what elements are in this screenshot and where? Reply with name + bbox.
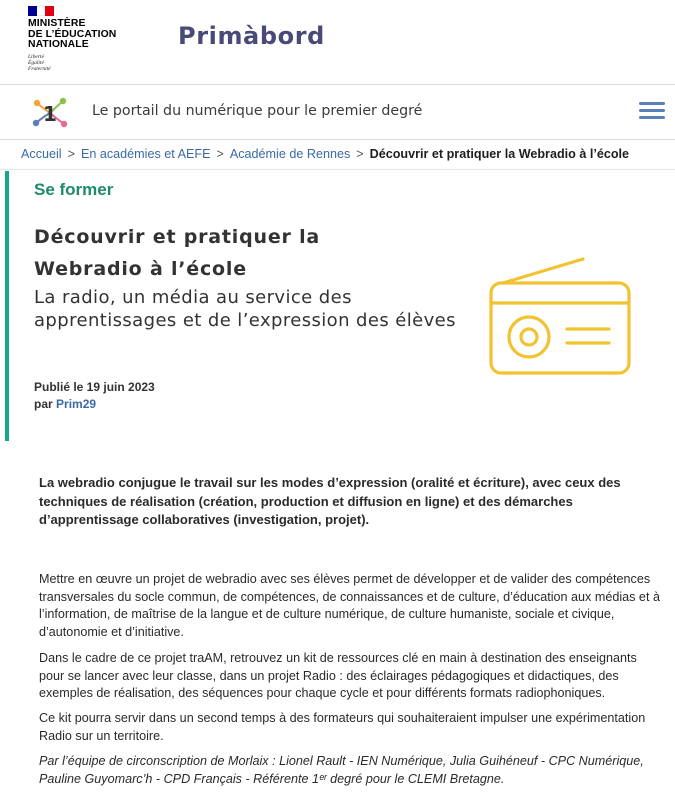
hamburger-icon[interactable] (639, 102, 665, 124)
breadcrumb-item-home[interactable]: Accueil (21, 147, 62, 161)
motto-line: Égalité (28, 59, 44, 66)
ministry-line: DE L’ÉDUCATION (28, 28, 117, 40)
breadcrumb-item-rennes[interactable]: Académie de Rennes (229, 147, 351, 161)
motto-line: Liberté (28, 53, 44, 60)
republic-motto (28, 54, 138, 72)
motto-line: Fraternité (28, 65, 51, 72)
author-link[interactable]: Prim29 (56, 397, 97, 411)
breadcrumb-item-academies[interactable]: En académies et AEFE (80, 147, 211, 161)
breadcrumb (0, 141, 675, 170)
svg-text:1: 1 (43, 102, 57, 126)
site-header (0, 0, 675, 84)
article-rubric[interactable]: Se former (34, 180, 114, 199)
breadcrumb-current: Découvrir et pratiquer la Webradio à l’école (369, 147, 630, 161)
radio-icon (485, 237, 635, 387)
ministry-name (28, 19, 138, 51)
accent-bar (5, 171, 9, 441)
portal-bar (0, 84, 675, 140)
article-lead: La webradio conjugue le travail sur les modes d’expression (oralité et écriture), avec ceux des techniques de réalisation (création, production et diffusion en ligne) et des démarches d’apprentissage collaboratives (investigation, projet). (39, 475, 621, 527)
article-hero (0, 171, 675, 441)
ministry-line: MINISTÈRE (28, 18, 86, 29)
article-title: Découvrir et pratiquer la Webradio à l’école (34, 226, 321, 280)
by-label: par (34, 397, 53, 411)
breadcrumb-separator: > (356, 147, 364, 161)
ministry-line: NATIONALE (28, 39, 89, 50)
article-subtitle: La radio, un média au service des apprentissages et de l’expression des élèves (34, 287, 456, 331)
article-paragraph: Dans le cadre de ce projet traAM, retrouvez un kit de ressources clé en main à destination des enseignants pour se lancer avec leur classe, dans un projet Radio : des éclairages pédagogiques et didactiques, des exemples de réalisation, des séquences pour chaque cycle et pour différents formats radiophoniques. (39, 651, 637, 700)
publication-date: Publié le 19 juin 2023 (34, 380, 155, 394)
breadcrumb-separator: > (216, 147, 224, 161)
portal-tagline: Le portail du numérique pour le premier degré (92, 103, 423, 119)
article-paragraph: Mettre en œuvre un projet de webradio avec ses élèves permet de développer et de valider des compétences transversales du socle commun, de compétences, de connaissances et de culture, d’éducation aux médias et à l’information, de maîtrise de la langue et de culture numérique, de culture humaniste, sociale et civique, d’autonomie et d’initiative. (39, 572, 660, 639)
french-flag-icon (28, 6, 54, 16)
article-credits: Par l’équipe de circonscription de Morlaix : Lionel Rault - IEN Numérique, Julia Guihéneuf - CPC Numérique, Pauline Guyomarc’h - CPD Français - Référente 1ᵉʳ degré pour le CLEMI Bretagne. (39, 754, 644, 786)
site-title-link[interactable]: Primàbord (178, 22, 325, 50)
publication-author-line (34, 396, 155, 413)
primabord-logo-icon[interactable] (30, 95, 70, 131)
breadcrumb-separator: > (67, 147, 75, 161)
article-paragraph: Ce kit pourra servir dans un second temps à des formateurs qui souhaiteraient impulser une expérimentation Radio sur un territoire. (39, 711, 646, 743)
publication-info (34, 379, 155, 413)
ministry-logo[interactable] (28, 6, 138, 72)
